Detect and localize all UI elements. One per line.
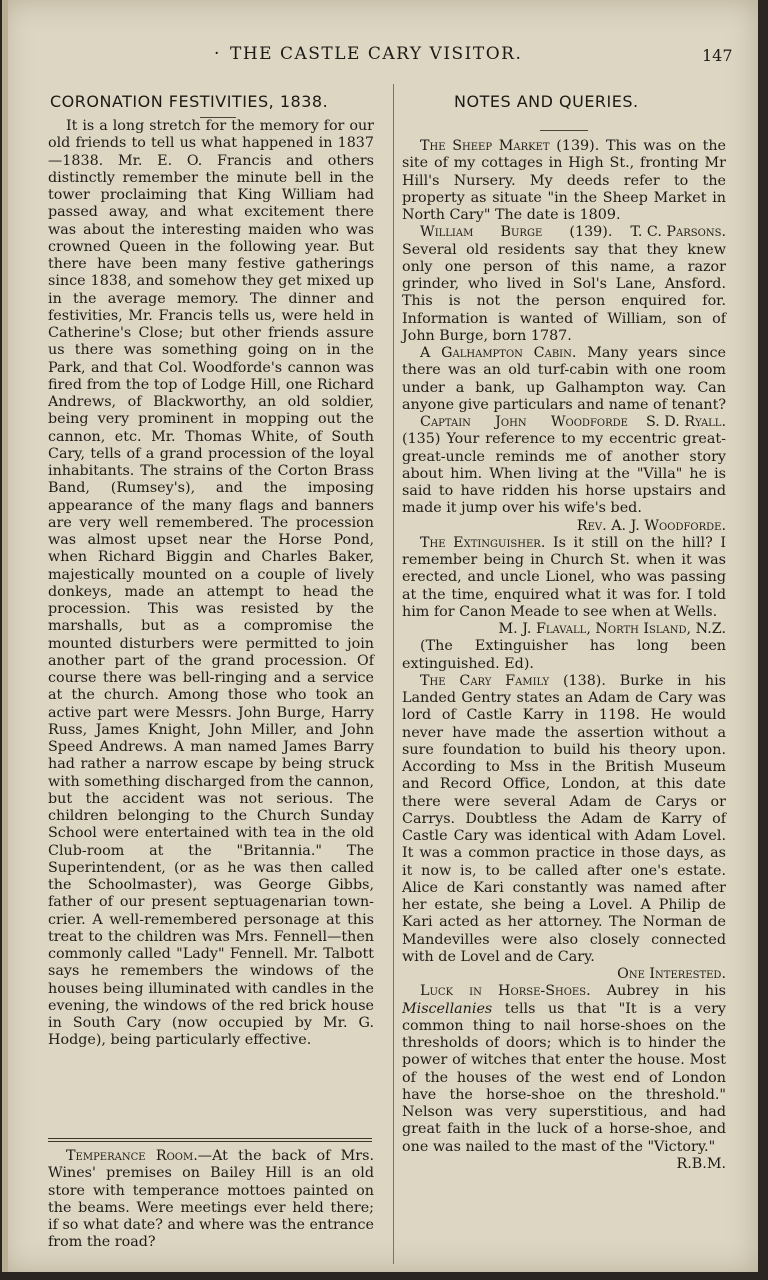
woodforde-signature: Rev. A. J. Woodforde.	[576, 517, 726, 534]
cabin-heading: A Galhampton Cabin.	[420, 345, 577, 361]
section-separator	[48, 1138, 372, 1144]
column-divider	[393, 84, 394, 1264]
item-luck-horse-shoes	[402, 983, 727, 1172]
item-cary-family	[402, 673, 726, 966]
item-extinguisher	[402, 535, 726, 621]
extinguisher-signature: M. J. Flavall, North Island, N.Z.	[498, 621, 726, 637]
luck-heading: Luck in Horse-Shoes.	[420, 983, 591, 1000]
cary-signature: One Interested.	[617, 966, 726, 982]
cabin-signature: S. D. Ryall.	[645, 414, 726, 430]
item-william-burge	[402, 224, 726, 345]
page-edge	[2, 0, 8, 1272]
cary-body: Burke in his Landed Gentry states an Adam de Cary was lord of Castle Karry in 1198. He would never have made the assertion without a sure foundation to build his theory upon. According to Mss in the British Museum and Record Office, London, at this date there were several Adam de Carys or Carrys. Doubtless the Adam de Karry of Castle Cary was identical with Adam Lovel. It was a common practice in those days, as it now is, to be called after one's estate. Alice de Kari constantly was named after her estate, she being a Lovel. A Philip de Kari acted as her attorney. The Norman de Mandevilles were also closely connected with de Lovel and de Cary.	[402, 672, 726, 965]
header-dot: ·	[214, 44, 220, 64]
extinguisher-editor-note: (The Extinguisher has long been extinguished. Ed).	[402, 638, 726, 672]
coronation-paragraph: It is a long stretch for the memory for our old friends to tell us what happened in 1837—1838. Mr. E. O. Francis and others distinctly remember the minute bell in the tower proclaiming that King William had passed away, and what excitement there was about the interesting maiden who was crowned Queen in the following year. But there have been many festive gatherings since 1838, and somehow they get mixed up in the average memory. The dinner and festivities, Mr. Francis tells us, were held in Catherine's Close; but other friends assure us there was something going on in the Park, and that Col. Woodforde's cannon was fired from the top of Lodge Hill, one Richard Andrews, of Blackworthy, an old soldier, being very prominent in mopping out the cannon, etc. Mr. Thomas White, of South Cary, tells of a grand procession of the loyal inhabitants. The strains of the Corton Brass Band, (Rumsey's), and the imposing appearance of the many flags and banners are very well remembered. The procession was almost upset near the Horse Pond, when Richard Biggin and Charles Baker, majestically mounted on a couple of lively donkeys, made an attempt to head the procession. This was resisted by the marshalls, but as a compromise the mounted disturbers were permitted to join another part of the grand procession. Of course there was bell-ringing and a service at the church. Among those who took an active part were Messrs. John Burge, Harry Russ, James Knight, John Miller, and John Speed Andrews. A man named James Barry had rather a narrow escape by being struck with something discharged from the cannon, but the accident was not serious. The children belonging to the Church Sunday School were entertained with tea in the old Club-room at the "Britannia." The Superintendent, (or as he was then called the Schoolmaster), was George Gibbs, father of our present septuagenarian town-crier. A well-remembered personage at this treat to the children was Mrs. Fennell—then commonly called "Lady" Fennell. Mr. Talbott says he remembers the windows of the houses being illuminated with candles in the evening, the windows of the red brick house in South Cary (now occupied by Mr. G. Hodge), being particularly effective.	[48, 118, 374, 1049]
temperance-body: —At the back of Mrs. Wines' premises on Bailey Hill is an old store with temperance mottoes painted on the beams. Were meetings ever held there; if so what date? and where was the entrance from the road?	[48, 1148, 375, 1251]
burge-body: Several old residents say that they knew only one person of this name, a razor grinder, who lived in Sol's Lane, Ansford. This is not the person enquired for. Information is wanted of William, son of John Burge, born 1787.	[402, 241, 726, 344]
page	[2, 0, 758, 1272]
woodforde-heading: Captain John Woodforde (135)	[402, 414, 628, 448]
page-number: 147	[702, 46, 733, 65]
sheep-signature: T. C. Parsons.	[630, 224, 726, 241]
title-rule	[540, 130, 588, 131]
sheep-body: This was on the site of my cottages in High St., fronting Mr Hill's Nursery. My deeds refer to the property as situate "in the Sheep Market in North Cary" The date is 1809.	[402, 138, 726, 223]
cary-heading: The Cary Family (138).	[420, 672, 606, 689]
item-galhampton-cabin	[402, 345, 727, 430]
luck-body: tells us that "It is a very common thing to nail horse-shoes on the thresholds of doors; which is to hinder the power of witches that enter the house. Most of the houses of the west end of London have the horse-shoe on the threshold." Nelson was very superstitious, and had great faith in the luck of a horse-shoe, and one was nailed to the mast of the "Victory."	[402, 1000, 727, 1155]
luck-signature: R.B.M.	[676, 1155, 726, 1172]
article-title-coronation: CORONATION FESTIVITIES, 1838.	[50, 92, 329, 111]
cabin-body: Many years since there was an old turf-cabin with one room under a bank, up Galhampton way. Can anyone give particulars and name of tenant?	[402, 345, 727, 413]
running-header	[2, 44, 758, 70]
temperance-heading: Temperance Room.	[66, 1148, 198, 1164]
woodforde-body: Your reference to my eccentric great-great-uncle reminds me of another story about him. When living at the "Villa" he is said to have ridden his horse upstairs and made it jump over his wife's bed.	[402, 431, 726, 517]
luck-intro: Aubrey in his	[606, 983, 727, 1000]
sheep-heading: The Sheep Market (139).	[420, 138, 600, 154]
publication-title: THE CASTLE CARY VISITOR.	[230, 44, 523, 64]
coronation-article	[48, 118, 374, 1050]
notes-and-queries	[402, 138, 726, 1173]
burge-heading: William Burge (139).	[420, 224, 613, 241]
extinguisher-body: Is it still on the hill? I remember being in Church St. when it was erected, and uncle Lionel, who was passing at the time, enquired what it was for. I told him for Canon Meade to see when at Wells.	[402, 534, 726, 620]
extinguisher-heading: The Extinguisher.	[420, 534, 546, 551]
temperance-room-item	[48, 1148, 374, 1252]
luck-book-title: Miscellanies	[402, 1000, 493, 1017]
article-title-notes: NOTES AND QUERIES.	[454, 92, 639, 111]
